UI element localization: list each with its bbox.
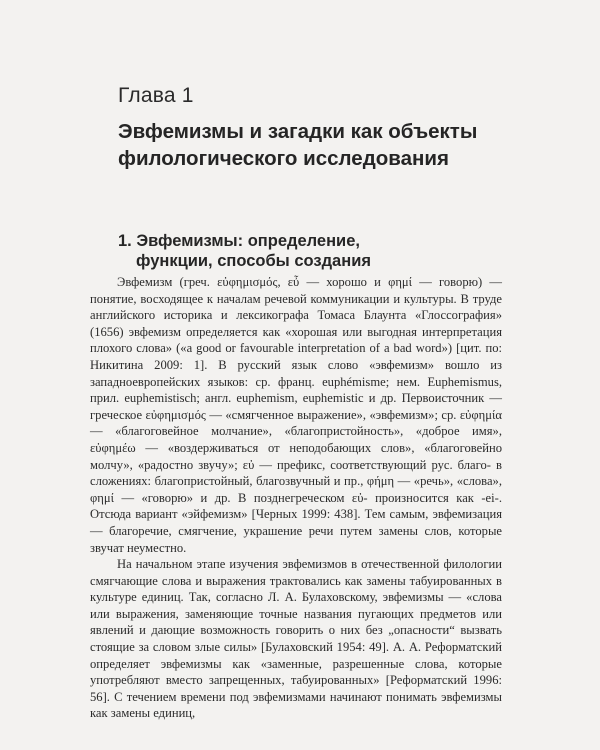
chapter-label: Глава 1	[118, 84, 194, 107]
chapter-title-line: Эвфемизмы и загадки как объекты	[118, 120, 478, 143]
chapter-title-line: филологического исследования	[118, 147, 449, 170]
body-text	[90, 274, 502, 722]
section-heading-line: 1. Эвфемизмы: определение,	[118, 232, 360, 250]
section-heading	[118, 231, 518, 271]
paragraph: На начальном этапе изучения эвфемизмов в отечественной филологии смягчающие слова и выражения трактовались как замены табуированных в культуре единиц. Так, согласно Л. А. Булаховскому, эвфемизмы — «слова или выражения, заменяющие точные названия пугающих предметов или явлений и дающие возможность говорить о них без „опасности“ вызвать стоящие за словом злые силы» [Булаховский 1954: 49]. А. А. Реформатский определяет эвфемизмы как «заменные, разрешенные слова, которые употребляют вместо запрещенных, табуированных» [Реформатский 1996: 56]. С течением времени под эвфемизмами начинают понимать эвфемизмы как замены единиц,	[90, 557, 502, 721]
section-heading-line: функции, способы создания	[136, 252, 371, 270]
chapter-title	[118, 118, 538, 172]
paragraph: Эвфемизм (греч. εὐφημισμός, εὖ — хорошо и φημί — говорю) — понятие, восходящее к началам речевой коммуникации и культуры. В труде английского историка и лексикографа Томаса Блаунта «Глоссография» (1656) эвфемизм определяется как «хорошая или выгодная интерпретация плохого слова» («a good or favourable interpretation of a bad word») [цит. по: Никитина 2009: 1]. В русский язык слово «эвфемизм» вошло из западноевропейских языков: ср. франц. euphémisme; нем. Euphemismus, прил. euphemistisch; англ. euphemism, euphemistic и др. Первоисточник — греческое εὐφημισμός — «смягченное выражение», «эвфемизм»; ср. εὐφημία — «благоговейное молчание», «благопристойность», «доброе имя», εὐφημέω — «воздерживаться от неподобающих слов», «благоговейно молчу», «радостно звучу»; εὐ — префикс, соответствующий рус. благо- в сложениях: благопристойный, благозвучный и пр., φήμη — «речь», «слова», φημί — «говорю» и др. В позднегреческом εὐ- произносится как -ei-. Отсюда вариант «эйфемизм» [Черных 1999: 438]. Тем самым, эвфемизация — благоречие, смягчение, украшение речи путем замены слов, которые звучат неуместно.	[90, 275, 502, 555]
